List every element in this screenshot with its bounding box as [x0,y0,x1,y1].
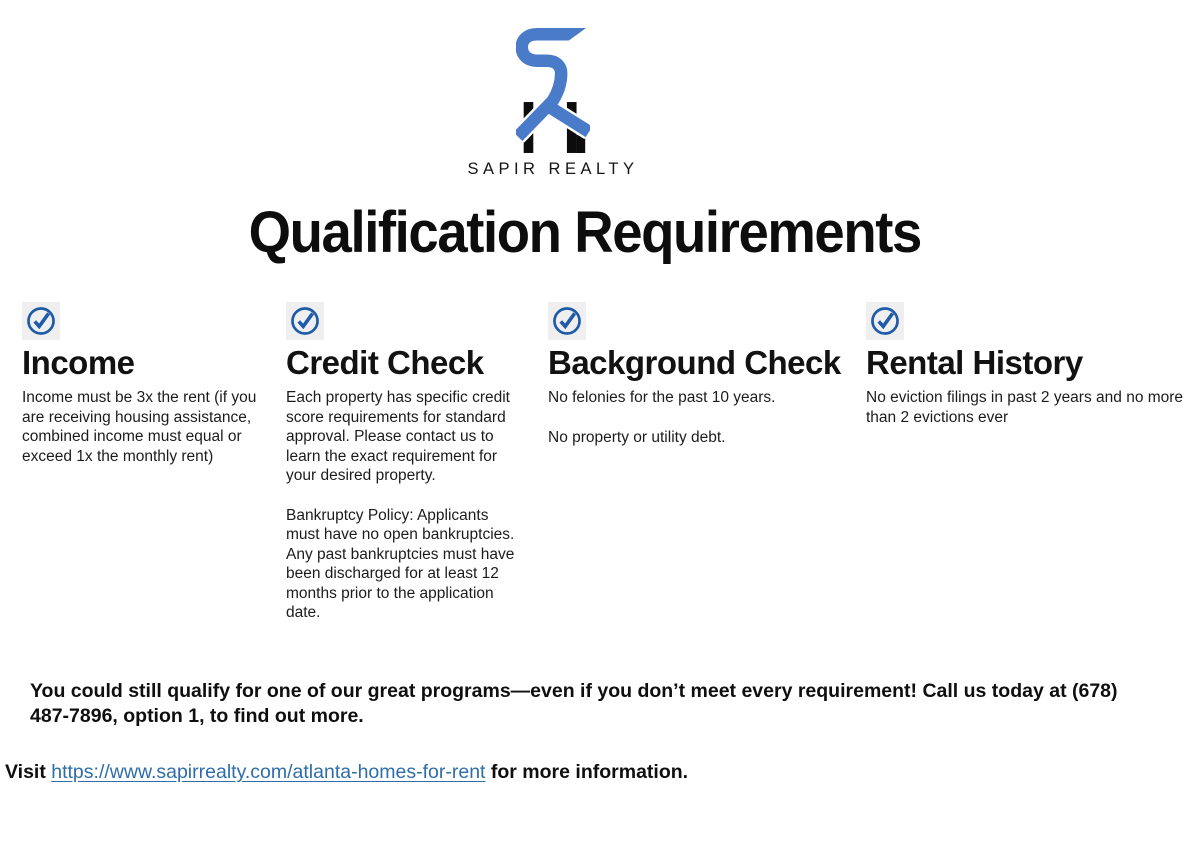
brand-logo [0,0,1150,179]
section-paragraph: Income must be 3x the rent (if you are receiving housing assistance, combined income must equal or exceed 1x the monthly rent) [22,389,257,465]
section-paragraph: No eviction filings in past 2 years and no more than 2 evictions ever [866,389,1184,426]
check-circle-icon [286,302,324,340]
requirements-columns [0,302,1194,643]
check-circle-icon [866,302,904,340]
visit-line [5,761,1194,784]
section-income [22,302,260,486]
brand-wordmark: SAPIR REALTY [467,160,639,178]
check-circle-icon [22,302,60,340]
section-heading: Rental History [866,344,1083,381]
page-title: Qualification Requirements [248,200,921,265]
section-credit-check [286,302,518,643]
sr-monogram-icon [516,28,590,153]
section-heading: Income [22,344,135,381]
section-paragraph: Each property has specific credit score requirements for standard approval. Please contact us to learn the exact requirement for your desired property. [286,389,510,485]
check-circle-icon [548,302,586,340]
section-heading: Background Check [548,344,841,381]
website-link[interactable]: https://www.sapirrealty.com/atlanta-homes-for-rent [51,761,486,784]
section-paragraph: Bankruptcy Policy: Applicants must have no open bankruptcies. Any past bankruptcies must have been discharged for at least 12 months prior to the application date. [286,506,515,622]
section-paragraph: No felonies for the past 10 years. [548,389,776,407]
visit-prefix: Visit [5,761,46,784]
visit-suffix: for more information. [490,761,689,784]
section-rental-history [866,302,1186,447]
promo-text: You could still qualify for one of our great programs—even if you don’t meet every requirement! Call us today at (678) 487-7896, option 1, to find out more. [30,679,1118,727]
section-background-check [548,302,844,467]
section-heading: Credit Check [286,344,484,381]
section-paragraph: No property or utility debt. [548,428,726,446]
